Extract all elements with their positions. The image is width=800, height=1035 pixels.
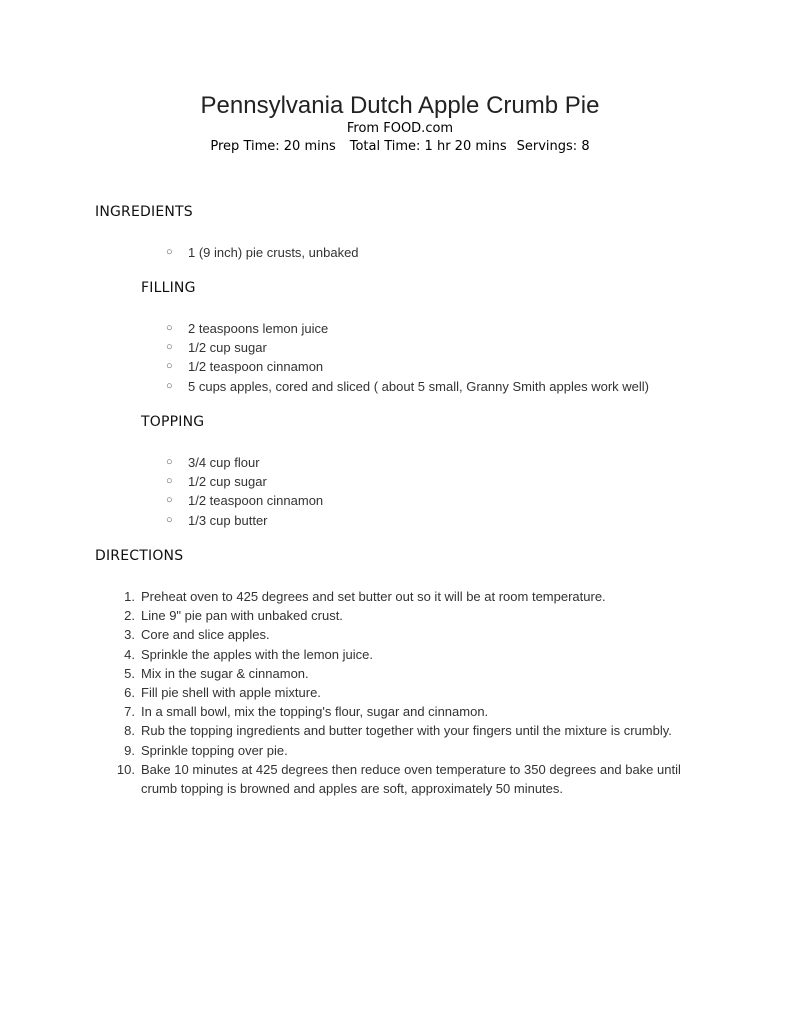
ingredient-text: 1/2 cup sugar <box>188 340 267 356</box>
list-item <box>163 453 323 472</box>
circle-bullet-icon: ○ <box>166 456 173 468</box>
step-number: 3. <box>124 627 135 643</box>
step-number: 1. <box>124 589 135 604</box>
direction-step <box>113 721 713 740</box>
step-text: Mix in the sugar & cinnamon. <box>141 665 309 681</box>
step-number: 6. <box>124 685 135 701</box>
circle-bullet-icon: ○ <box>166 246 173 258</box>
list-item <box>163 491 323 510</box>
prep-time: Prep Time: 20 mins <box>210 139 336 154</box>
ingredients-heading: INGREDIENTS <box>95 204 193 220</box>
directions-heading: DIRECTIONS <box>95 548 184 564</box>
ingredient-text: 5 cups apples, cored and sliced ( about 5 small, Granny Smith apples work well) <box>188 378 649 394</box>
ingredient-text: 3/4 cup flour <box>188 455 260 470</box>
direction-step <box>113 625 713 644</box>
step-number: 7. <box>124 704 135 720</box>
direction-step <box>113 702 713 721</box>
circle-bullet-icon: ○ <box>166 513 173 526</box>
recipe-title: Pennsylvania Dutch Apple Crumb Pie <box>200 92 600 119</box>
direction-step <box>113 760 713 798</box>
filling-heading: FILLING <box>141 280 196 296</box>
ingredient-text: 1/2 cup sugar <box>188 474 267 490</box>
step-number: 2. <box>124 608 135 624</box>
directions-list <box>113 587 713 798</box>
direction-step <box>113 606 713 625</box>
list-item <box>163 472 323 491</box>
list-item <box>163 319 649 338</box>
direction-step <box>113 664 713 683</box>
direction-step <box>113 645 713 664</box>
circle-bullet-icon: ○ <box>166 475 173 488</box>
step-text: Sprinkle topping over pie. <box>141 742 288 758</box>
servings: Servings: 8 <box>516 139 590 154</box>
step-text: Preheat oven to 425 degrees and set butter out so it will be at room temperature. <box>141 589 606 604</box>
list-item <box>163 338 649 357</box>
recipe-meta <box>0 139 800 154</box>
circle-bullet-icon: ○ <box>166 360 173 373</box>
step-text: Core and slice apples. <box>141 627 270 643</box>
circle-bullet-icon: ○ <box>166 322 173 334</box>
ingredient-text: 1/2 teaspoon cinnamon <box>188 493 324 509</box>
step-text: Line 9" pie pan with unbaked crust. <box>141 608 343 624</box>
ingredient-text: 2 teaspoons lemon juice <box>188 321 329 336</box>
direction-step <box>113 683 713 702</box>
recipe-source: From FOOD.com <box>346 121 454 136</box>
direction-step <box>113 587 713 606</box>
circle-bullet-icon: ○ <box>166 494 173 507</box>
ingredient-text: 1/3 cup butter <box>188 512 268 528</box>
ingredient-text: 1/2 teaspoon cinnamon <box>188 359 324 375</box>
step-text: Fill pie shell with apple mixture. <box>141 685 321 701</box>
list-item <box>163 243 359 262</box>
topping-list <box>163 453 323 530</box>
crust-list <box>163 243 359 262</box>
step-text: Bake 10 minutes at 425 degrees then reduce oven temperature to 350 degrees and bake until crumb topping is browned and apples are soft, approximately 50 minutes. <box>141 761 681 797</box>
circle-bullet-icon: ○ <box>166 379 173 392</box>
step-number: 10. <box>116 761 135 777</box>
step-text: Rub the topping ingredients and butter together with your fingers until the mixture is crumbly. <box>141 723 672 739</box>
list-item <box>163 357 649 376</box>
ingredient-text: 1 (9 inch) pie crusts, unbaked <box>188 245 359 260</box>
list-item <box>163 511 323 530</box>
circle-bullet-icon: ○ <box>166 341 173 354</box>
step-number: 8. <box>124 723 135 739</box>
total-time: Total Time: 1 hr 20 mins <box>349 139 507 154</box>
list-item <box>163 377 649 396</box>
topping-heading: TOPPING <box>141 414 205 430</box>
step-number: 4. <box>124 646 135 662</box>
direction-step <box>113 741 713 760</box>
step-number: 5. <box>124 665 135 681</box>
step-text: In a small bowl, mix the topping's flour, sugar and cinnamon. <box>141 704 489 720</box>
step-number: 9. <box>124 742 135 758</box>
filling-list <box>163 319 649 396</box>
step-text: Sprinkle the apples with the lemon juice. <box>141 646 373 662</box>
